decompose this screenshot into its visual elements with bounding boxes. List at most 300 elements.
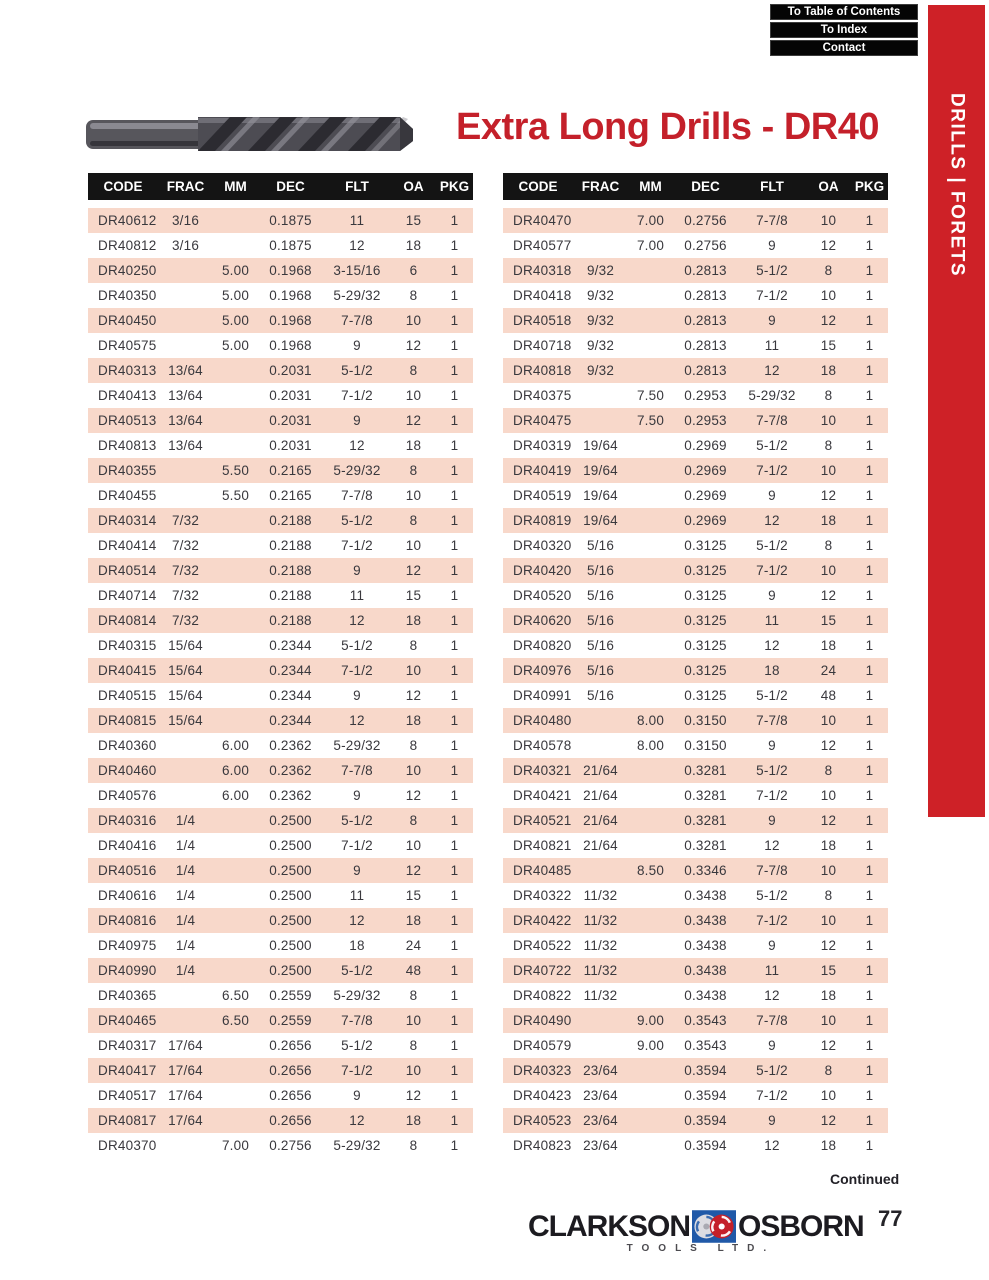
table-cell: 8 xyxy=(409,363,418,378)
table-cell: 0.2344 xyxy=(269,688,312,703)
table-row xyxy=(503,508,888,533)
table-cell xyxy=(213,533,258,558)
table-cell: 5/16 xyxy=(586,588,615,603)
table-cell: DR40314 xyxy=(98,513,157,528)
table-cell xyxy=(213,508,258,533)
table-cell xyxy=(213,608,258,633)
table-cell xyxy=(213,583,258,608)
table-cell: 18 xyxy=(349,938,365,953)
table-cell: 11 xyxy=(764,613,780,628)
table-cell: 1 xyxy=(450,463,459,478)
table-cell: 12 xyxy=(820,938,837,953)
table-cell: 1 xyxy=(865,863,874,878)
table-cell: 9 xyxy=(353,788,361,803)
table-cell xyxy=(158,1133,213,1158)
table-cell: DR40514 xyxy=(98,563,157,578)
table-cell xyxy=(158,483,213,508)
table-cell xyxy=(573,1033,628,1058)
table-cell: 10 xyxy=(820,213,837,228)
table-cell: 9 xyxy=(353,338,361,353)
table-cell: 1 xyxy=(450,563,459,578)
table-cell: 11 xyxy=(349,888,365,903)
table-cell: 0.3438 xyxy=(684,963,727,978)
table-cell: DR40718 xyxy=(513,338,572,353)
table-row xyxy=(88,358,473,383)
table-row xyxy=(88,433,473,458)
table-cell: DR40470 xyxy=(513,213,572,228)
table-cell: 0.3281 xyxy=(684,763,727,778)
table-cell: 0.2756 xyxy=(684,213,727,228)
table-cell: 1 xyxy=(450,213,459,228)
table-cell: 15/64 xyxy=(168,713,203,728)
table-row xyxy=(503,758,888,783)
table-cell: 3/16 xyxy=(171,213,200,228)
table-cell: 1 xyxy=(450,338,459,353)
table-cell: 1 xyxy=(450,1063,459,1078)
table-cell: 1 xyxy=(865,338,874,353)
table-cell: 0.3438 xyxy=(684,888,727,903)
table-cell: DR40616 xyxy=(98,888,157,903)
table-cell xyxy=(628,1133,673,1158)
table-cell: 12 xyxy=(405,788,422,803)
table-cell: 12 xyxy=(405,688,422,703)
table-cell: 0.2188 xyxy=(269,613,312,628)
table-cell: 1 xyxy=(865,1113,874,1128)
table-cell: DR40975 xyxy=(98,938,157,953)
table-cell: 48 xyxy=(405,963,422,978)
section-tab-label: DRILLS | FORETS xyxy=(946,93,968,278)
table-cell: 1 xyxy=(450,488,459,503)
table-cell xyxy=(213,1058,258,1083)
table-cell: 0.2953 xyxy=(684,413,727,428)
table-cell: 7-1/2 xyxy=(341,538,373,553)
table-cell: 7/32 xyxy=(171,613,200,628)
table-cell: 0.2188 xyxy=(269,563,312,578)
table-cell: 1 xyxy=(450,663,459,678)
table-cell: 11/32 xyxy=(583,988,618,1003)
table-cell: DR40320 xyxy=(513,538,572,553)
table-cell: 1 xyxy=(450,1113,459,1128)
table-cell: DR40821 xyxy=(513,838,572,853)
table-cell: 5-29/32 xyxy=(333,1138,381,1153)
table-row xyxy=(88,1133,473,1158)
table-row xyxy=(88,1033,473,1058)
table-cell: 7-7/8 xyxy=(756,863,788,878)
table-cell: 5/16 xyxy=(586,688,615,703)
table-cell xyxy=(628,1058,673,1083)
table-cell: 10 xyxy=(820,1088,837,1103)
table-cell: 7-1/2 xyxy=(341,663,373,678)
table-row xyxy=(88,583,473,608)
table-cell: 7-7/8 xyxy=(756,213,788,228)
table-cell: 24 xyxy=(405,938,422,953)
table-cell xyxy=(573,408,628,433)
contact-button[interactable]: Contact xyxy=(770,40,918,56)
table-cell: 23/64 xyxy=(583,1088,618,1103)
table-cell: 1 xyxy=(865,388,874,403)
table-cell: DR40520 xyxy=(513,588,572,603)
table-cell xyxy=(628,433,673,458)
table-cell xyxy=(628,583,673,608)
table-cell: 1 xyxy=(865,613,874,628)
table-cell xyxy=(628,883,673,908)
table-cell: 7.00 xyxy=(636,238,665,253)
column-header-flt: FLT xyxy=(760,179,784,194)
table-cell: 8 xyxy=(409,1038,418,1053)
table-cell: 9/32 xyxy=(586,288,615,303)
table-cell xyxy=(628,1108,673,1133)
table-cell: 1 xyxy=(450,538,459,553)
table-cell: 21/64 xyxy=(583,838,618,853)
table-cell: 18 xyxy=(820,838,837,853)
table-cell: 10 xyxy=(405,1013,422,1028)
table-cell: DR40513 xyxy=(98,413,157,428)
table-cell: 18 xyxy=(405,613,422,628)
table-row xyxy=(503,458,888,483)
table-cell: DR40414 xyxy=(98,538,157,553)
table-cell: 3/16 xyxy=(171,238,200,253)
table-cell: 15/64 xyxy=(168,638,203,653)
table-cell: DR40813 xyxy=(98,438,157,453)
table-cell: 1 xyxy=(865,563,874,578)
table-cell: 9 xyxy=(768,1113,776,1128)
table-cell: DR40722 xyxy=(513,963,572,978)
table-cell: 6.50 xyxy=(221,1013,250,1028)
table-cell: 0.3125 xyxy=(684,588,727,603)
table-cell: 0.2813 xyxy=(684,313,727,328)
table-cell: 1 xyxy=(865,738,874,753)
table-cell: 15 xyxy=(820,613,837,628)
table-cell: 1 xyxy=(450,438,459,453)
table-cell: DR40417 xyxy=(98,1063,157,1078)
table-cell: 11/32 xyxy=(583,938,618,953)
table-cell: 1 xyxy=(865,1013,874,1028)
table-cell: DR40415 xyxy=(98,663,157,678)
table-row xyxy=(88,633,473,658)
table-cell: 10 xyxy=(405,488,422,503)
table-cell: 1 xyxy=(865,988,874,1003)
table-cell: 5-1/2 xyxy=(756,263,788,278)
table-row xyxy=(503,733,888,758)
table-cell: DR40490 xyxy=(513,1013,572,1028)
table-cell: DR40714 xyxy=(98,588,157,603)
table-cell: DR40976 xyxy=(513,663,572,678)
table-cell xyxy=(628,533,673,558)
table-cell: DR40423 xyxy=(513,1088,572,1103)
table-cell: DR40421 xyxy=(513,788,572,803)
table-cell: 1 xyxy=(865,913,874,928)
table-cell: 8 xyxy=(824,438,833,453)
table-cell xyxy=(573,708,628,733)
table-cell: DR40370 xyxy=(98,1138,157,1153)
table-cell: DR40323 xyxy=(513,1063,572,1078)
table-cell: 1/4 xyxy=(175,888,196,903)
table-cell: 0.2813 xyxy=(684,288,727,303)
table-cell: 1 xyxy=(450,788,459,803)
table-cell: 1/4 xyxy=(175,938,196,953)
table-cell xyxy=(158,333,213,358)
table-cell xyxy=(628,933,673,958)
table-cell: 1 xyxy=(450,513,459,528)
table-cell: 9 xyxy=(768,238,776,253)
table-cell xyxy=(628,1083,673,1108)
table-cell: 10 xyxy=(820,863,837,878)
to-table-of-contents-button[interactable]: To Table of Contents xyxy=(770,4,918,20)
table-cell: 6 xyxy=(409,263,418,278)
table-row xyxy=(88,783,473,808)
table-row xyxy=(88,1058,473,1083)
table-row xyxy=(88,233,473,258)
table-row xyxy=(503,258,888,283)
table-cell xyxy=(628,483,673,508)
table-row xyxy=(88,883,473,908)
table-cell: DR40317 xyxy=(98,1038,157,1053)
table-cell: 0.2344 xyxy=(269,663,312,678)
table-cell: 0.3125 xyxy=(684,688,727,703)
table-cell: DR40820 xyxy=(513,638,572,653)
table-cell: 1/4 xyxy=(175,813,196,828)
table-cell: 5-1/2 xyxy=(341,963,373,978)
table-cell: 0.2656 xyxy=(269,1088,312,1103)
table-cell: 0.2031 xyxy=(269,413,312,428)
table-cell xyxy=(213,408,258,433)
table-cell: 12 xyxy=(764,513,780,528)
table-cell: 1 xyxy=(865,513,874,528)
table-cell: 8 xyxy=(409,988,418,1003)
table-cell: DR40375 xyxy=(513,388,572,403)
table-row xyxy=(503,633,888,658)
table-row xyxy=(88,908,473,933)
page-title: Extra Long Drills - DR40 xyxy=(456,106,879,148)
table-cell xyxy=(628,658,673,683)
table-cell: DR40522 xyxy=(513,938,572,953)
table-cell: DR40518 xyxy=(513,313,572,328)
table-cell xyxy=(213,233,258,258)
table-row xyxy=(503,208,888,233)
table-cell xyxy=(628,608,673,633)
table-cell: 0.3150 xyxy=(684,713,727,728)
table-row xyxy=(503,683,888,708)
table-cell: DR40313 xyxy=(98,363,157,378)
table-row xyxy=(503,1108,888,1133)
table-cell: 10 xyxy=(820,288,837,303)
table-cell: 1 xyxy=(450,763,459,778)
table-cell xyxy=(213,683,258,708)
table-cell: 11 xyxy=(764,963,780,978)
table-row xyxy=(88,708,473,733)
table-row xyxy=(503,333,888,358)
table-cell: DR40575 xyxy=(98,338,157,353)
table-cell xyxy=(628,808,673,833)
table-cell: 0.2813 xyxy=(684,338,727,353)
table-cell: 9/32 xyxy=(586,263,615,278)
table-cell: 9 xyxy=(768,588,776,603)
table-cell: DR40823 xyxy=(513,1138,572,1153)
table-cell: DR40450 xyxy=(98,313,157,328)
table-cell: DR40817 xyxy=(98,1113,157,1128)
table-cell: 18 xyxy=(405,713,422,728)
table-cell: DR40465 xyxy=(98,1013,157,1028)
table-cell: 21/64 xyxy=(583,813,618,828)
table-cell: 1 xyxy=(450,1013,459,1028)
table-cell: 7-1/2 xyxy=(756,913,788,928)
table-cell: 12 xyxy=(820,1113,837,1128)
table-cell: 8 xyxy=(824,1063,833,1078)
table-cell: 1 xyxy=(450,638,459,653)
table-cell: 0.2188 xyxy=(269,513,312,528)
table-cell: 8 xyxy=(409,813,418,828)
table-cell: 8 xyxy=(409,288,418,303)
table-cell: DR40579 xyxy=(513,1038,572,1053)
table-cell xyxy=(628,908,673,933)
table-cell: DR40360 xyxy=(98,738,157,753)
table-cell: 19/64 xyxy=(583,463,618,478)
table-row xyxy=(88,408,473,433)
table-cell: 13/64 xyxy=(168,363,203,378)
table-cell: 1/4 xyxy=(175,913,196,928)
table-cell: 5-1/2 xyxy=(756,688,788,703)
table-cell: 5.00 xyxy=(221,263,250,278)
table-row xyxy=(503,958,888,983)
table-cell: 13/64 xyxy=(168,413,203,428)
table-cell: 7.00 xyxy=(636,213,665,228)
table-cell xyxy=(628,258,673,283)
table-cell: 0.2813 xyxy=(684,363,727,378)
table-row xyxy=(503,583,888,608)
table-row xyxy=(503,608,888,633)
table-cell xyxy=(628,758,673,783)
table-row xyxy=(88,533,473,558)
table-cell: 1 xyxy=(865,688,874,703)
table-cell: 1 xyxy=(865,763,874,778)
table-cell: 0.3125 xyxy=(684,638,727,653)
table-cell: 0.2756 xyxy=(684,238,727,253)
table-row xyxy=(503,783,888,808)
table-cell: 0.2969 xyxy=(684,488,727,503)
table-cell: DR40485 xyxy=(513,863,572,878)
table-cell: 1 xyxy=(450,813,459,828)
table-cell: 1 xyxy=(865,963,874,978)
table-cell: DR40350 xyxy=(98,288,157,303)
table-cell: 0.2500 xyxy=(269,938,312,953)
drill-table-right xyxy=(503,173,888,1158)
column-header-pkg: PKG xyxy=(439,179,470,194)
table-cell: 0.3438 xyxy=(684,988,727,1003)
table-cell: 0.2500 xyxy=(269,863,312,878)
table-cell: DR40460 xyxy=(98,763,157,778)
table-cell: 0.3281 xyxy=(684,788,727,803)
table-cell: 18 xyxy=(405,1113,422,1128)
table-cell: 7-7/8 xyxy=(756,413,788,428)
table-cell: 7-1/2 xyxy=(341,1063,373,1078)
column-header-oa: OA xyxy=(818,179,839,194)
table-cell: 1 xyxy=(450,388,459,403)
table-row xyxy=(503,533,888,558)
table-cell: 10 xyxy=(405,1063,422,1078)
table-cell xyxy=(573,733,628,758)
table-cell: 12 xyxy=(405,863,422,878)
table-cell: 1/4 xyxy=(175,863,196,878)
table-cell: DR40316 xyxy=(98,813,157,828)
table-cell: 1 xyxy=(865,288,874,303)
table-cell: 0.1968 xyxy=(269,263,312,278)
table-row xyxy=(503,1133,888,1158)
table-cell xyxy=(213,808,258,833)
table-cell: 6.00 xyxy=(221,763,250,778)
table-cell: 18 xyxy=(820,363,837,378)
table-cell: DR40250 xyxy=(98,263,157,278)
table-cell: 9/32 xyxy=(586,313,615,328)
table-cell: 5.50 xyxy=(221,488,250,503)
table-cell: 12 xyxy=(349,1113,365,1128)
table-row xyxy=(88,333,473,358)
table-cell: 1 xyxy=(865,1038,874,1053)
to-index-button[interactable]: To Index xyxy=(770,22,918,38)
table-cell: 5.50 xyxy=(221,463,250,478)
table-cell: 1 xyxy=(450,838,459,853)
table-cell: DR40420 xyxy=(513,563,572,578)
table-row xyxy=(88,833,473,858)
table-cell: 17/64 xyxy=(168,1038,203,1053)
table-cell xyxy=(213,1033,258,1058)
table-cell: 7/32 xyxy=(171,563,200,578)
table-cell: DR40517 xyxy=(98,1088,157,1103)
nav-buttons xyxy=(770,4,918,58)
table-cell xyxy=(213,833,258,858)
table-cell: 12 xyxy=(405,413,422,428)
table-row xyxy=(503,1058,888,1083)
column-header-mm: MM xyxy=(224,179,247,194)
table-cell: DR40413 xyxy=(98,388,157,403)
table-cell: 0.3543 xyxy=(684,1038,727,1053)
table-cell: 11/32 xyxy=(583,888,618,903)
table-cell xyxy=(213,433,258,458)
table-cell xyxy=(628,633,673,658)
table-cell xyxy=(213,658,258,683)
table-cell: 9 xyxy=(768,488,776,503)
column-header-code: CODE xyxy=(103,179,143,194)
table-cell: 5.00 xyxy=(221,338,250,353)
table-cell: 6.00 xyxy=(221,788,250,803)
table-cell: 12 xyxy=(349,238,365,253)
table-cell: 12 xyxy=(764,363,780,378)
brand-subtitle: TOOLS LTD. xyxy=(626,1243,776,1254)
table-cell: 0.2559 xyxy=(269,988,312,1003)
table-cell: 1 xyxy=(450,288,459,303)
table-cell: 5-29/32 xyxy=(333,738,381,753)
table-cell: 7-7/8 xyxy=(341,313,373,328)
table-cell: 0.3281 xyxy=(684,838,727,853)
table-cell: 5-1/2 xyxy=(341,638,373,653)
table-cell: 8.50 xyxy=(636,863,665,878)
table-cell xyxy=(158,1008,213,1033)
table-cell: 5-1/2 xyxy=(341,813,373,828)
table-cell: 0.2500 xyxy=(269,838,312,853)
table-cell: 15 xyxy=(820,963,837,978)
table-cell: 1 xyxy=(865,463,874,478)
section-tab-drills[interactable] xyxy=(928,5,985,817)
table-cell xyxy=(628,283,673,308)
table-cell: 0.3150 xyxy=(684,738,727,753)
table-cell: 0.1875 xyxy=(269,213,312,228)
clarkson-osborn-logo-icon xyxy=(692,1210,736,1243)
table-cell: 0.3125 xyxy=(684,538,727,553)
table-cell: 9 xyxy=(353,688,361,703)
table-cell: DR40620 xyxy=(513,613,572,628)
table-cell: 7-7/8 xyxy=(341,488,373,503)
table-cell: 0.3438 xyxy=(684,938,727,953)
column-header-dec: DEC xyxy=(276,179,305,194)
